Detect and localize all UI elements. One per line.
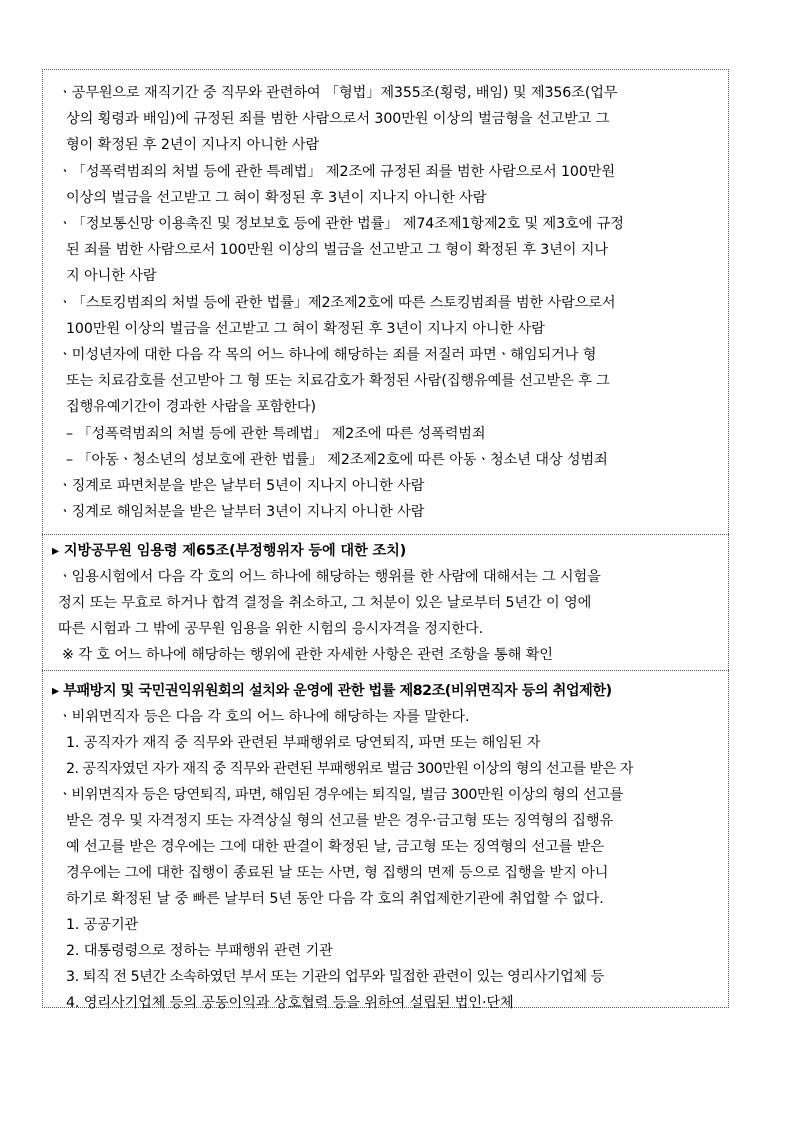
text-line: 따른 시험과 그 밖에 공무원 임용을 위한 시험의 응시자격을 정지한다. [58, 621, 484, 637]
text-line: 상의 횡령과 배임)에 규정된 죄를 범한 사람으로서 300만원 이상의 벌금형을 선고받고 그 [66, 111, 610, 127]
list-item: 2. 공직자였던 자가 재직 중 직무와 관련된 부패행위로 벌금 300만원 이상의 형의 선고를 받은 자 [66, 761, 633, 777]
list-item: 2. 대통령령으로 정하는 부패행위 관련 기관 [66, 943, 333, 959]
text-line: 집행유예기간이 경과한 사람을 포함한다) [66, 399, 316, 415]
text-line: ㆍ공무원으로 재직기간 중 직무와 관련하여 「형법」제355조(횡령, 배임) 및 제356조(업무 [58, 85, 618, 101]
text-line: 이상의 벌금을 선고받고 그 혀이 확정된 후 3년이 지나지 아니한 사람 [66, 190, 487, 206]
text-line: ㆍ임용시험에서 다음 각 호의 어느 하나에 해당하는 행위를 한 사람에 대해서는 그 시험을 [58, 569, 601, 585]
text-line: 지 아니한 사람 [66, 268, 157, 284]
section-divider [42, 534, 729, 535]
text-line: ㆍ「정보통신망 이용촉진 및 정보보호 등에 관한 법률」 제74조제1항제2호 및 제3호에 규정 [58, 216, 624, 232]
text-line: 정지 또는 무효로 하거나 합격 결정을 취소하고, 그 처분이 있은 날로부터 5년간 이 영에 [58, 595, 592, 611]
section-heading: ▸ 부패방지 및 국민권익위원회의 설치와 운영에 관한 법률 제82조(비위면직자 등의 취업제한) [52, 683, 612, 699]
text-line: 100만원 이상의 벌금을 선고받고 그 혀이 확정된 후 3년이 지나지 아니한 사람 [66, 321, 545, 337]
text-line: 된 죄를 범한 사람으로서 100만원 이상의 벌금을 선고받고 그 형이 확정된 후 3년이 지나 [66, 242, 609, 258]
list-item: 1. 공직자가 재직 중 직무와 관련된 부패행위로 당연퇴직, 파면 또는 해임된 자 [66, 735, 541, 751]
text-line: 예 선고를 받은 경우에는 그에 대한 판결이 확정된 날, 금고형 또는 징역형의 선고를 받은 [66, 839, 604, 855]
text-line: ㆍ징계로 해임처분을 받은 날부터 3년이 지나지 아니한 사람 [58, 504, 425, 520]
text-line: 형이 확정된 후 2년이 지나지 아니한 사람 [66, 137, 320, 153]
text-line: 또는 치료감호를 선고받아 그 형 또는 치료감호가 확정된 사람(집행유예를 선고받은 후 그 [66, 373, 610, 389]
text-line: ㆍ「스토킹범죄의 처벌 등에 관한 법률」제2조제2호에 따른 스토킹범죄를 범한 사람으로서 [58, 295, 616, 311]
section-heading: ▸ 지방공무원 임용령 제65조(부정행위자 등에 대한 조치) [52, 543, 407, 559]
text-line: ㆍ비위면직자 등은 다음 각 호의 어느 하나에 해당하는 자를 말한다. [58, 709, 470, 725]
text-line: 하기로 확정된 날 중 빠른 날부터 5년 동안 다음 각 호의 취업제한기관에 취업할 수 없다. [66, 891, 604, 907]
note-line: ※ 각 호 어느 하나에 해당하는 행위에 관한 자세한 사항은 관련 조항을 통해 확인 [62, 647, 553, 663]
text-line: ㆍ징계로 파면처분을 받은 날부터 5년이 지나지 아니한 사람 [58, 478, 425, 494]
list-item: 4. 영리사기업체 등의 공동이익과 상호협력 등을 위하여 설립된 법인·단체 [66, 995, 514, 1011]
text-line: – 「성폭력범죄의 처벌 등에 관한 특례법」 제2조에 따른 성폭력범죄 [66, 426, 486, 442]
text-line: 받은 경우 및 자격정지 또는 자격상실 형의 선고를 받은 경우·금고형 또는 징역형의 집행유 [66, 813, 614, 829]
text-line: – 「아동ㆍ청소년의 성보호에 관한 법률」 제2조제2호에 따른 아동ㆍ청소년 대상 성범죄 [66, 452, 608, 468]
text-line: 경우에는 그에 대한 집행이 종료된 날 또는 사면, 형 집행의 면제 등으로 집행을 받지 아니 [66, 865, 609, 881]
text-line: ㆍ「성폭력범죄의 처벌 등에 관한 특례법」 제2조에 규정된 죄를 범한 사람으로서 100만원 [58, 164, 615, 180]
text-line: ㆍ미성년자에 대한 다음 각 목의 어느 하나에 해당하는 죄를 저질러 파면ㆍ해임되거나 형 [58, 347, 597, 363]
list-item: 3. 퇴직 전 5년간 소속하였던 부서 또는 기관의 업무와 밀접한 관련이 있는 영리사기업체 등 [66, 969, 604, 985]
section-divider [42, 670, 729, 671]
text-line: ㆍ비위면직자 등은 당연퇴직, 파면, 해임된 경우에는 퇴직일, 벌금 300만원 이상의 형의 선고를 [58, 787, 624, 803]
list-item: 1. 공공기관 [66, 917, 139, 933]
